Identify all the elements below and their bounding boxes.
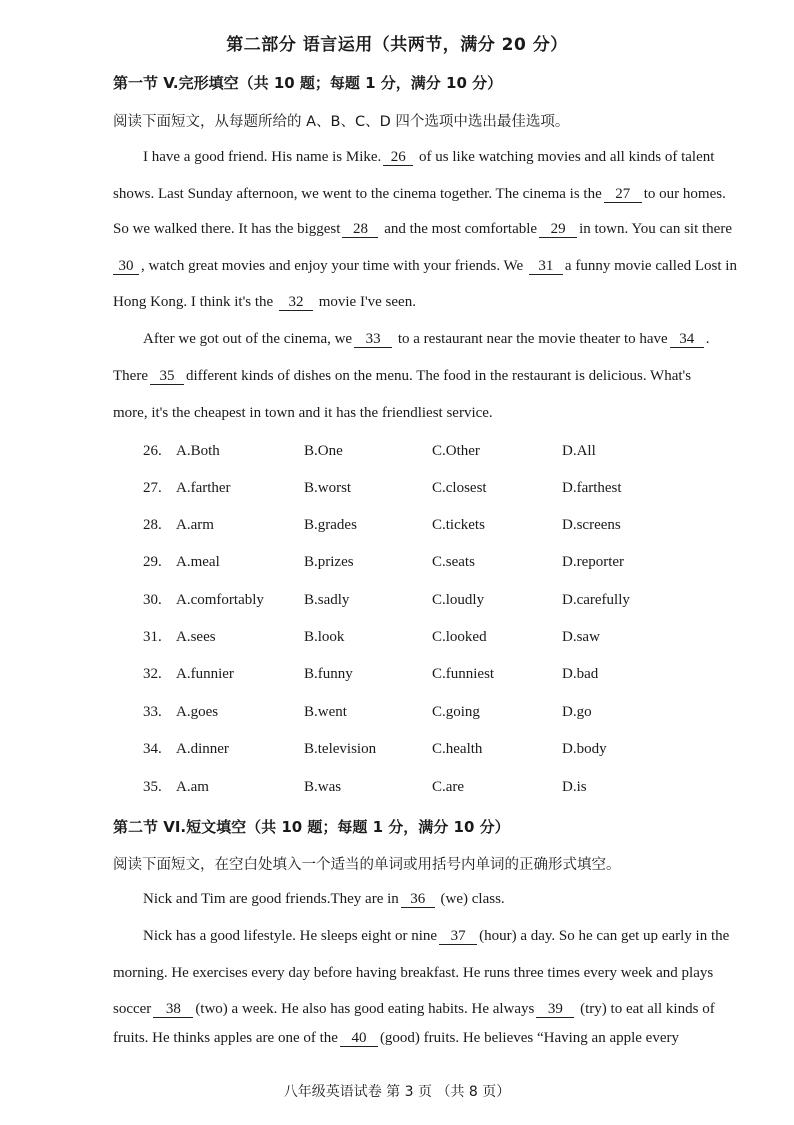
- blank-37: 37: [439, 929, 477, 945]
- text-run: to a restaurant near the movie theater to have: [394, 331, 668, 347]
- text-run: shows. Last Sunday afternoon, we went to the cinema together. The cinema is the: [113, 186, 602, 202]
- passage1-line: [113, 186, 726, 203]
- option-row: [143, 554, 703, 574]
- option-row: [143, 666, 703, 686]
- passage1-line: [113, 294, 416, 311]
- option-a: A.meal: [176, 554, 220, 570]
- blank-27: 27: [604, 187, 642, 203]
- part-title: 第二部分 语言运用（共两节，满分 20 分）: [226, 35, 568, 55]
- option-row: [143, 629, 703, 649]
- text-run: Nick and Tim are good friends.They are in: [143, 891, 399, 907]
- option-a: A.dinner: [176, 741, 229, 757]
- option-d: D.farthest: [562, 480, 622, 496]
- option-c: C.tickets: [432, 517, 485, 533]
- option-c: C.looked: [432, 629, 487, 645]
- option-c: C.seats: [432, 554, 475, 570]
- blank-38: 38: [153, 1002, 193, 1018]
- passage1-line: [113, 258, 737, 275]
- passage1-line: [113, 368, 691, 385]
- option-a: A.Both: [176, 443, 220, 459]
- text-run: fruits. He thinks apples are one of the: [113, 1030, 338, 1046]
- section2-instruction: 阅读下面短文，在空白处填入一个适当的单词或用括号内单词的正确形式填空。: [113, 857, 621, 873]
- blank-40: 40: [340, 1031, 378, 1047]
- option-d: D.is: [562, 779, 587, 795]
- option-c: C.Other: [432, 443, 480, 459]
- passage2-line: [113, 1030, 679, 1047]
- option-d: D.reporter: [562, 554, 625, 570]
- text-run: Hong Kong. I think it's the: [113, 294, 277, 310]
- option-a: A.comfortably: [176, 592, 264, 608]
- option-d: D.saw: [562, 629, 600, 645]
- text-run: a funny movie called Lost in: [564, 258, 737, 274]
- section2-title: 第二节 VI.短文填空（共 10 题；每题 1 分，满分 10 分）: [113, 818, 510, 836]
- option-row: [143, 517, 703, 537]
- option-d: D.bad: [562, 666, 599, 682]
- question-number: 30.: [143, 592, 162, 608]
- blank-28: 28: [342, 222, 378, 238]
- passage1-line: [143, 149, 747, 166]
- question-number: 31.: [143, 629, 162, 645]
- text-run: and the most comfortable: [380, 221, 538, 237]
- passage2-line: [113, 965, 713, 982]
- text-run: There: [113, 368, 148, 384]
- passage1-line: [113, 221, 732, 238]
- text-run: different kinds of dishes on the menu. The food in the restaurant is delicious. What's: [185, 368, 692, 384]
- text-run: So we walked there. It has the biggest: [113, 221, 341, 237]
- option-b: B.went: [304, 704, 347, 720]
- question-number: 28.: [143, 517, 162, 533]
- option-a: A.farther: [176, 480, 231, 496]
- text-run: soccer: [113, 1001, 152, 1017]
- blank-31: 31: [529, 259, 563, 275]
- option-a: A.sees: [176, 629, 216, 645]
- text-run: movie I've seen.: [314, 294, 416, 310]
- option-d: D.go: [562, 704, 592, 720]
- option-row: [143, 741, 703, 761]
- option-d: D.carefully: [562, 592, 630, 608]
- option-a: A.goes: [176, 704, 219, 720]
- text-run: (we) class.: [436, 891, 505, 907]
- option-a: A.am: [176, 779, 209, 795]
- option-b: B.prizes: [304, 554, 354, 570]
- option-b: B.television: [304, 741, 377, 757]
- blank-26: 26: [383, 150, 413, 166]
- option-row: [143, 704, 703, 724]
- text-run: Nick has a good lifestyle. He sleeps eight or nine: [143, 928, 438, 944]
- blank-35: 35: [150, 369, 184, 385]
- option-d: D.All: [562, 443, 596, 459]
- option-b: B.funny: [304, 666, 353, 682]
- option-b: B.grades: [304, 517, 357, 533]
- section1-instruction: 阅读下面短文，从每题所给的 A、B、C、D 四个选项中选出最佳选项。: [113, 114, 570, 130]
- passage2-line: [143, 928, 729, 945]
- question-number: 27.: [143, 480, 162, 496]
- option-c: C.funniest: [432, 666, 495, 682]
- text-run: to our homes.: [643, 186, 726, 202]
- text-run: (hour) a day. So he can get up early in the: [479, 928, 730, 944]
- text-run: I have a good friend. His name is Mike.: [143, 149, 382, 165]
- passage1-line: [113, 405, 493, 422]
- option-c: C.closest: [432, 480, 487, 496]
- option-b: B.look: [304, 629, 345, 645]
- question-number: 34.: [143, 741, 162, 757]
- text-run: After we got out of the cinema, we: [143, 331, 353, 347]
- text-run: in town. You can sit there: [579, 221, 732, 237]
- text-run: , watch great movies and enjoy your time with your friends. We: [141, 258, 527, 274]
- option-row: [143, 592, 703, 612]
- option-row: [143, 779, 703, 799]
- question-number: 32.: [143, 666, 162, 682]
- option-row: [143, 480, 703, 500]
- question-number: 26.: [143, 443, 162, 459]
- option-d: D.screens: [562, 517, 621, 533]
- passage1-line: [143, 331, 709, 348]
- option-b: B.sadly: [304, 592, 350, 608]
- text-run: (two) a week. He also has good eating habits. He always: [195, 1001, 535, 1017]
- text-run: (try) to eat all kinds of: [576, 1001, 715, 1017]
- section1-title: 第一节 V.完形填空（共 10 题；每题 1 分，满分 10 分）: [113, 74, 503, 92]
- passage2-line: [113, 1001, 715, 1018]
- passage2-line: [143, 891, 505, 908]
- option-b: B.One: [304, 443, 343, 459]
- text-run: .: [705, 331, 710, 347]
- blank-36: 36: [401, 892, 435, 908]
- blank-39: 39: [536, 1002, 574, 1018]
- option-d: D.body: [562, 741, 607, 757]
- text-run: of us like watching movies and all kinds of talent: [415, 149, 715, 165]
- option-a: A.funnier: [176, 666, 234, 682]
- question-number: 33.: [143, 704, 162, 720]
- option-row: [143, 443, 703, 463]
- blank-30: 30: [113, 259, 139, 275]
- option-b: B.worst: [304, 480, 352, 496]
- question-number: 29.: [143, 554, 162, 570]
- blank-29: 29: [539, 222, 577, 238]
- option-c: C.are: [432, 779, 465, 795]
- text-run: (good) fruits. He believes “Having an apple every: [379, 1030, 679, 1046]
- option-c: C.loudly: [432, 592, 485, 608]
- question-number: 35.: [143, 779, 162, 795]
- option-c: C.health: [432, 741, 483, 757]
- page-footer: 八年级英语试卷 第 3 页 （共 8 页）: [283, 1084, 511, 1100]
- text-run: morning. He exercises every day before having breakfast. He runs three times every week and plays: [113, 965, 714, 981]
- blank-34: 34: [670, 332, 704, 348]
- option-a: A.arm: [176, 517, 214, 533]
- blank-33: 33: [354, 332, 392, 348]
- blank-32: 32: [279, 295, 313, 311]
- option-c: C.going: [432, 704, 480, 720]
- option-b: B.was: [304, 779, 342, 795]
- text-run: more, it's the cheapest in town and it has the friendliest service.: [113, 405, 493, 421]
